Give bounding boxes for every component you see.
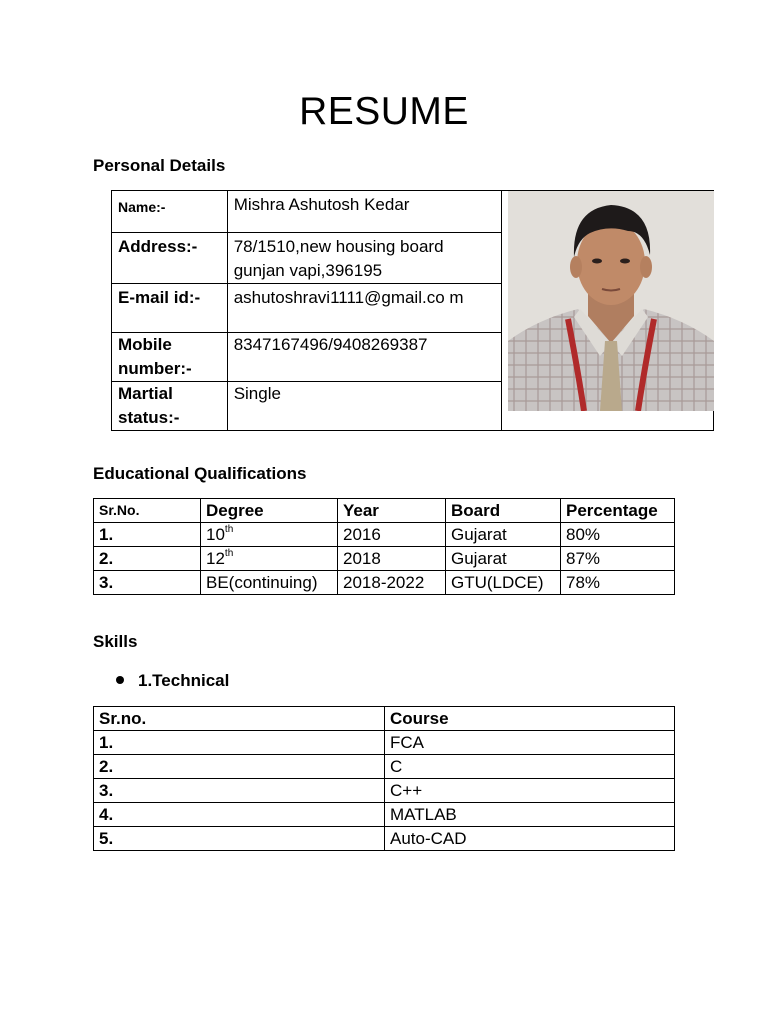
col-percentage: Percentage (561, 499, 675, 523)
degree-cell: 10th (201, 523, 338, 547)
col-sr-no: Sr.No. (94, 499, 201, 523)
year-cell: 2018-2022 (338, 571, 446, 595)
profile-photo (508, 191, 714, 411)
education-heading: Educational Qualifications (93, 464, 307, 483)
course-cell: MATLAB (385, 803, 675, 827)
mobile-label: Mobile number:- (112, 333, 228, 382)
email-value: ashutoshravi1111@gmail.co m (227, 284, 501, 333)
education-table (93, 498, 675, 595)
percentage-cell: 80% (561, 523, 675, 547)
percentage-cell: 78% (561, 571, 675, 595)
education-header-row (94, 499, 675, 523)
sr-cell: 3. (94, 571, 201, 595)
technical-subheading (116, 671, 229, 691)
skills-heading: Skills (93, 632, 138, 651)
sr-cell: 3. (94, 779, 385, 803)
percentage-cell: 87% (561, 547, 675, 571)
address-label: Address:- (112, 233, 228, 284)
year-cell: 2016 (338, 523, 446, 547)
name-value: Mishra Ashutosh Kedar (227, 191, 501, 233)
sr-cell: 1. (94, 731, 385, 755)
photo-cell (502, 191, 714, 431)
course-cell: C++ (385, 779, 675, 803)
table-row (94, 755, 675, 779)
skills-header-row (94, 707, 675, 731)
personal-details-table (111, 190, 714, 431)
col-sr-no: Sr.no. (94, 707, 385, 731)
personal-details-heading: Personal Details (93, 156, 226, 175)
bullet-icon (116, 676, 124, 684)
marital-status-label: Martial status:- (112, 382, 228, 431)
course-cell: FCA (385, 731, 675, 755)
course-cell: Auto-CAD (385, 827, 675, 851)
resume-title: RESUME (299, 90, 469, 133)
name-label: Name:- (112, 191, 228, 233)
skills-table (93, 706, 675, 851)
technical-subheading-label: 1.Technical (138, 671, 230, 690)
table-row (94, 779, 675, 803)
sr-cell: 4. (94, 803, 385, 827)
board-cell: GTU(LDCE) (446, 571, 561, 595)
table-row (94, 571, 675, 595)
col-course: Course (385, 707, 675, 731)
sr-cell: 2. (94, 547, 201, 571)
sr-cell: 2. (94, 755, 385, 779)
degree-superscript: th (224, 548, 234, 560)
col-degree: Degree (201, 499, 338, 523)
table-row (94, 803, 675, 827)
marital-status-value: Single (227, 382, 501, 431)
mobile-value: 8347167496/9408269387 (227, 333, 501, 382)
address-value: 78/1510,new housing board gunjan vapi,396195 (227, 233, 501, 284)
sr-cell: 1. (94, 523, 201, 547)
board-cell: Gujarat (446, 523, 561, 547)
table-row (94, 523, 675, 547)
degree-cell: BE(continuing) (201, 571, 338, 595)
col-board: Board (446, 499, 561, 523)
profile-photo-image (508, 191, 714, 411)
table-row (94, 547, 675, 571)
board-cell: Gujarat (446, 547, 561, 571)
course-cell: C (385, 755, 675, 779)
year-cell: 2018 (338, 547, 446, 571)
email-label: E-mail id:- (112, 284, 228, 333)
table-row (94, 827, 675, 851)
col-year: Year (338, 499, 446, 523)
degree-cell: 12th (201, 547, 338, 571)
degree-superscript: th (224, 524, 234, 536)
sr-cell: 5. (94, 827, 385, 851)
table-row (94, 731, 675, 755)
